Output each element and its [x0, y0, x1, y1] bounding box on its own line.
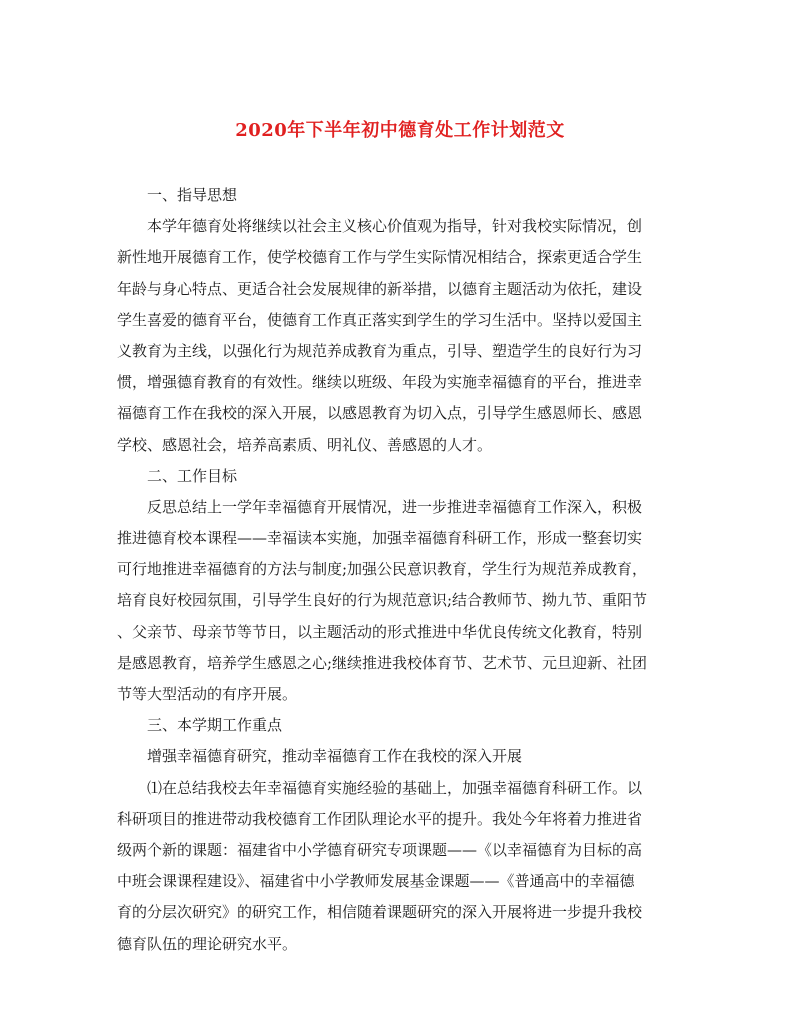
text-line: 义教育为主线，以强化行为规范养成教育为重点，引导、塑造学生的良好行为习: [117, 341, 643, 360]
text-line: 是感恩教育，培养学生感恩之心;继续推进我校体育节、艺术节、元旦迎新、社团: [117, 653, 648, 672]
text-line: 科研项目的推进带动我校德育工作团队理论水平的提升。我处今年将着力推进省: [117, 809, 643, 828]
document-title: 2020年下半年初中德育处工作计划范文: [235, 120, 565, 141]
text-line: 培育良好校园氛围，引导学生良好的行为规范意识;结合教师节、拗九节、重阳节: [117, 591, 648, 610]
document-body: [117, 180, 677, 960]
text-line: 福德育工作在我校的深入开展，以感恩教育为切入点，引导学生感恩师长、感恩: [117, 404, 643, 423]
text-line: 增强幸福德育研究，推动幸福德育工作在我校的深入开展: [117, 747, 523, 766]
text-line: 年龄与身心特点、更适合社会发展规律的新举措，以德育主题活动为依托，建设: [117, 279, 643, 298]
text-line: 学校、感恩社会，培养高素质、明礼仪、善感恩的人才。: [117, 435, 493, 454]
text-line: 可行地推进幸福德育的方法与制度;加强公民意识教育，学生行为规范养成教育，: [117, 560, 648, 579]
text-line: 惯，增强德育教育的有效性。继续以班级、年段为实施幸福德育的平台，推进幸: [117, 373, 643, 392]
text-line: 推进德育校本课程——幸福读本实施，加强幸福德育科研工作，形成一整套切实: [117, 529, 643, 548]
text-line: 节等大型活动的有序开展。: [117, 685, 298, 703]
text-line: 中班会课课程建设》、福建省中小学教师发展基金课题——《普通高中的幸福德: [117, 872, 635, 891]
text-line: 学生喜爱的德育平台，使德育工作真正落实到学生的学习生活中。坚持以爱国主: [117, 310, 643, 329]
text-line: 本学年德育处将继续以社会主义核心价值观为指导，针对我校实际情况，创: [117, 217, 643, 236]
text-line: 德育队伍的理论研究水平。: [117, 934, 298, 953]
text-line: ⑴在总结我校去年幸福德育实施经验的基础上，加强幸福德育科研工作。以: [117, 778, 643, 797]
text-line: 、父亲节、母亲节等节日，以主题活动的形式推进中华优良传统文化教育，特别: [117, 622, 643, 641]
text-line: 新性地开展德育工作，使学校德育工作与学生实际情况相结合，探索更适合学生: [117, 248, 643, 267]
text-line: 反思总结上一学年幸福德育开展情况，进一步推进幸福德育工作深入，积极: [117, 497, 643, 516]
text-line: 级两个新的课题：福建省中小学德育研究专项课题——《以幸福德育为目标的高: [117, 840, 643, 859]
text-line: 一、指导思想: [117, 186, 238, 204]
text-line: 二、工作目标: [117, 466, 238, 485]
text-line: 三、本学期工作重点: [117, 716, 283, 735]
text-line: 育的分层次研究》的研究工作，相信随着课题研究的深入开展将进一步提升我校: [117, 903, 643, 922]
